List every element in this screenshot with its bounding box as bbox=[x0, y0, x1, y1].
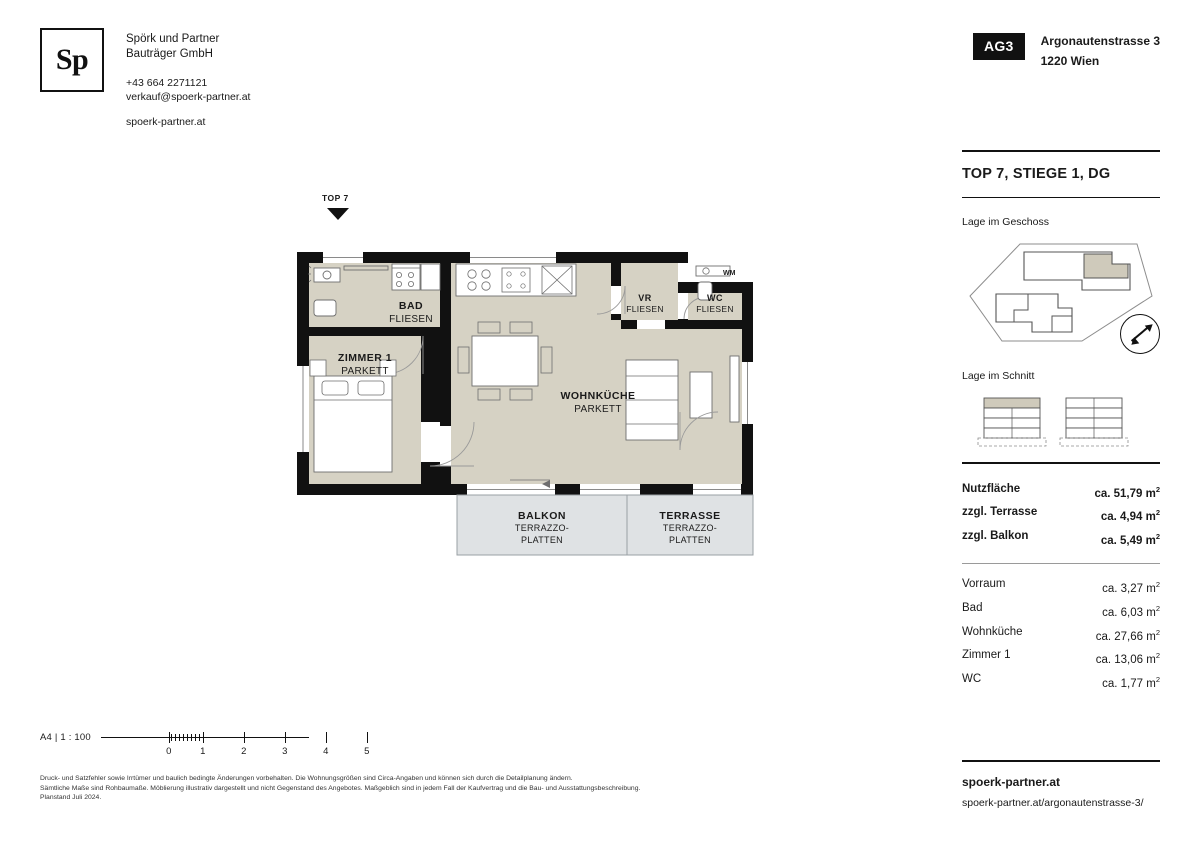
area-value: ca. 5,49 $m^2$ bbox=[1100, 532, 1160, 547]
area-row bbox=[962, 599, 1160, 623]
area-row bbox=[962, 646, 1160, 670]
room-label-bad: BAD FLIESEN bbox=[389, 300, 433, 325]
room-label-terrasse: TERRASSE TERRAZZO- PLATTEN bbox=[659, 510, 721, 545]
footer-site-url[interactable]: spoerk-partner.at/argonautenstrasse-3/ bbox=[962, 796, 1144, 809]
company-name-line1: Spörk und Partner bbox=[126, 33, 220, 45]
area-value: ca. 4,94 $m^2$ bbox=[1100, 508, 1160, 524]
area-row bbox=[962, 575, 1160, 599]
company-logo: Sp bbox=[40, 28, 104, 92]
contact-block bbox=[126, 76, 250, 104]
section-diagram bbox=[962, 392, 1160, 448]
top-marker-label: TOP 7 bbox=[322, 193, 349, 203]
area-row bbox=[962, 623, 1160, 647]
cut-location-label: Lage im Schnitt bbox=[962, 370, 1035, 382]
room-label-wc: WC FLIESEN bbox=[696, 293, 734, 314]
area-value: ca. 3,27 $m^2$ bbox=[1102, 579, 1160, 595]
email-address[interactable]: verkauf@spoerk-partner.at bbox=[126, 91, 251, 103]
area-value: ca. 1,77 $m^2$ bbox=[1102, 675, 1160, 691]
scale-label: A4 | 1 : 100 bbox=[40, 732, 91, 743]
area-label: Vorraum bbox=[962, 577, 1006, 590]
room-label-zimmer1: ZIMMER 1 PARKETT bbox=[337, 352, 393, 377]
area-label: Zimmer 1 bbox=[962, 649, 1011, 662]
footer-right bbox=[962, 760, 1172, 812]
terrasse-floor: TERRAZZO- PLATTEN bbox=[662, 523, 718, 545]
area-label: Wohnküche bbox=[962, 625, 1023, 638]
scale-num: 5 bbox=[364, 746, 370, 757]
disclaimer-line-2: Sämtliche Maße sind Rohbaumaße. Möblierung illustrativ dargestellt und nicht Gegenstand des Angebotes. Maßgeblich sind in jedem Fall der Kaufvertrag und die Bau- und Ausstattungsbeschreibung. bbox=[40, 784, 641, 792]
info-panel bbox=[962, 150, 1160, 694]
area-label: Nutzfläche bbox=[962, 482, 1021, 495]
floor-location-diagram bbox=[962, 238, 1160, 348]
area-label: zzgl. Terrasse bbox=[962, 506, 1038, 519]
area-row bbox=[962, 527, 1160, 551]
area-label: WC bbox=[962, 673, 982, 686]
room-areas-list bbox=[962, 575, 1160, 694]
company-name-line2: Bauträger GmbH bbox=[126, 48, 213, 60]
appliance-label-wm: WM bbox=[723, 270, 736, 277]
phone-number: +43 664 2271121 bbox=[126, 77, 208, 89]
brand-text bbox=[126, 28, 250, 129]
cut-location-section bbox=[962, 370, 1160, 448]
footer-divider bbox=[962, 760, 1160, 762]
panel-top-divider bbox=[962, 150, 1160, 152]
footer-site-name[interactable]: spoerk-partner.at bbox=[962, 774, 1061, 789]
area-value: ca. 13,06 $m^2$ bbox=[1095, 651, 1160, 667]
balkon-floor: TERRAZZO- PLATTEN bbox=[514, 523, 570, 545]
scale-num: 0 bbox=[166, 746, 172, 757]
scale-num: 2 bbox=[241, 746, 247, 757]
compass-icon bbox=[1120, 314, 1160, 354]
area-row bbox=[962, 480, 1160, 504]
disclaimer-line-1: Druck- und Satzfehler sowie Irrtümer und baulich bedingte Änderungen vorbehalten. Die Wohnungsgrößen sind Circa-Angaben und können sich durch die Detailplanung ändern. bbox=[40, 775, 573, 782]
main-areas-list bbox=[962, 480, 1160, 551]
project-badge: AG3 bbox=[973, 33, 1025, 60]
area-row bbox=[962, 503, 1160, 527]
areas-mid-divider bbox=[962, 563, 1160, 564]
areas-top-divider bbox=[962, 462, 1160, 464]
brand-block bbox=[40, 28, 250, 129]
area-value: ca. 51,79 $m^2$ bbox=[1094, 484, 1160, 500]
scale-num: 1 bbox=[200, 746, 206, 757]
scale-graphic bbox=[101, 730, 370, 760]
section-svg bbox=[962, 392, 1160, 448]
scale-bar bbox=[40, 730, 370, 760]
address-street: Argonautenstrasse 3 bbox=[1040, 34, 1160, 48]
project-address bbox=[973, 33, 1160, 69]
disclaimer-line-3: Planstand Juli 2024. bbox=[40, 794, 102, 802]
address-lines bbox=[1041, 33, 1160, 69]
scale-num: 3 bbox=[282, 746, 288, 757]
area-label: zzgl. Balkon bbox=[962, 530, 1029, 543]
disclaimer-text bbox=[40, 774, 720, 803]
room-label-wohnkueche: WOHNKÜCHE PARKETT bbox=[560, 390, 636, 415]
floor-plan-drawing bbox=[280, 190, 800, 580]
room-label-balkon: BALKON TERRAZZO- PLATTEN bbox=[514, 510, 570, 545]
unit-title: TOP 7, STIEGE 1, DG bbox=[962, 165, 1111, 182]
floor-location-label: Lage im Geschoss bbox=[962, 216, 1049, 228]
room-label-vr: VR FLIESEN bbox=[626, 293, 664, 314]
area-value: ca. 6,03 $m^2$ bbox=[1102, 603, 1160, 619]
area-value: ca. 27,66 $m^2$ bbox=[1095, 627, 1160, 643]
scale-num: 4 bbox=[323, 746, 329, 757]
company-name bbox=[126, 32, 250, 62]
area-row bbox=[962, 670, 1160, 694]
website-link[interactable]: spoerk-partner.at bbox=[126, 116, 206, 128]
address-city: 1220 Wien bbox=[1040, 54, 1100, 68]
area-label: Bad bbox=[962, 601, 983, 614]
